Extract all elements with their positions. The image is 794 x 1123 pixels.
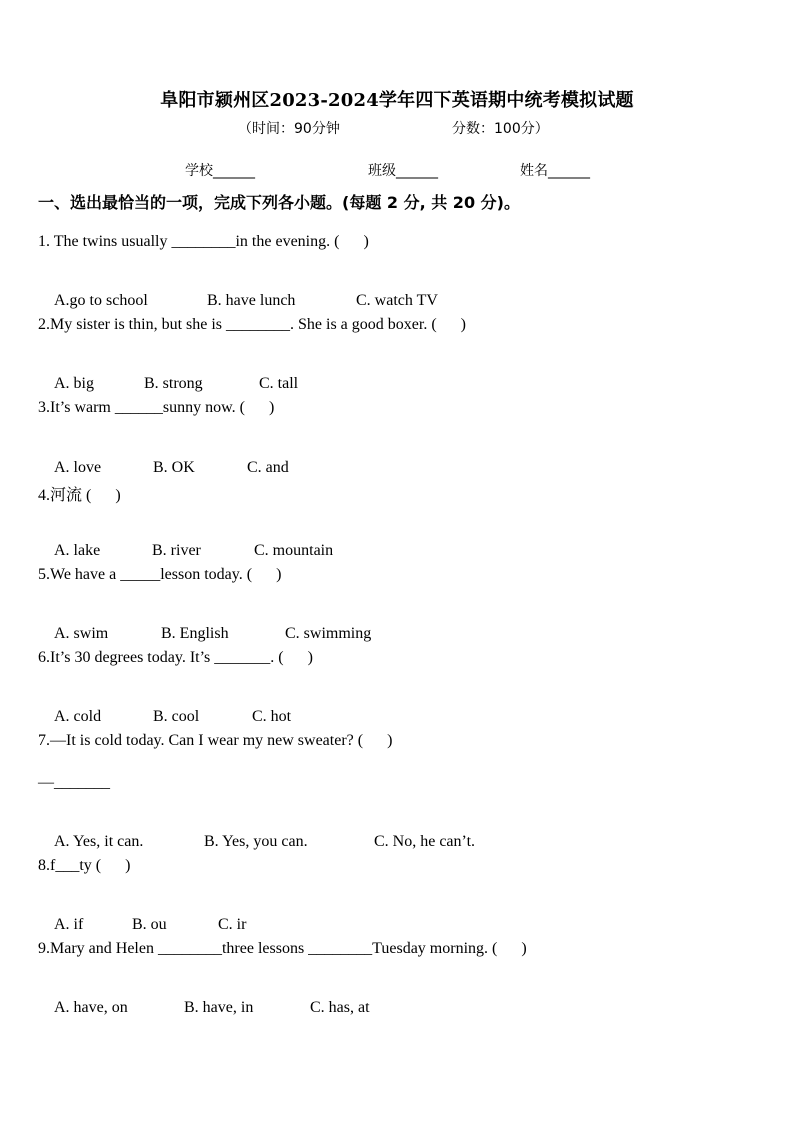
option-c: C. mountain xyxy=(254,542,334,559)
section-heading: 一、选出最恰当的一项，完成下列各小题。(每题 2 分, 共 20 分)。 xyxy=(38,193,520,212)
exam-title: 阜阳市颍州区2023-2024学年四下英语期中统考模拟试题 xyxy=(160,90,634,111)
option-b: B. have lunch xyxy=(207,292,296,309)
name-field: 姓名______ xyxy=(520,163,590,179)
question-6: 6.It’s 30 degrees today. It’s _______. ( ) xyxy=(38,649,313,666)
question-5: 5.We have a _____lesson today. ( ) xyxy=(38,566,282,583)
option-b: B. ou xyxy=(132,916,167,933)
option-c: C. ir xyxy=(218,916,247,933)
option-b: B. river xyxy=(152,542,201,559)
question-7: 7.—It is cold today. Can I wear my new sweater? ( ) xyxy=(38,732,393,749)
option-a: A.go to school xyxy=(54,292,148,309)
question-9: 9.Mary and Helen ________three lessons ________Tuesday morning. ( ) xyxy=(38,940,527,957)
option-c: C. swimming xyxy=(285,625,372,642)
question-1: 1. The twins usually ________in the evening. ( ) xyxy=(38,233,369,250)
school-field: 学校______ xyxy=(185,163,255,179)
option-c: C. No, he can’t. xyxy=(374,833,476,850)
option-b: B. OK xyxy=(153,459,195,476)
option-a: A. if xyxy=(54,916,84,933)
question-3: 3.It’s warm ______sunny now. ( ) xyxy=(38,399,275,416)
option-b: B. Yes, you can. xyxy=(204,833,308,850)
option-c: C. hot xyxy=(252,708,292,725)
exam-score: 分数：100分） xyxy=(452,121,549,137)
class-field: 班级______ xyxy=(368,163,438,179)
question-7-answer-line: —_______ xyxy=(38,774,110,791)
option-a: A. cold xyxy=(54,708,102,725)
option-b: B. have, in xyxy=(184,999,254,1016)
option-c: C. has, at xyxy=(310,999,370,1016)
question-4: 4.河流 ( ) xyxy=(38,487,121,504)
option-a: A. big xyxy=(54,375,94,392)
option-c: C. watch TV xyxy=(356,292,438,309)
question-9-options xyxy=(38,981,370,1035)
option-a: A. Yes, it can. xyxy=(54,833,144,850)
option-a: A. lake xyxy=(54,542,101,559)
option-b: B. cool xyxy=(153,708,200,725)
exam-time: （时间：90分钟 xyxy=(238,121,340,137)
option-b: B. strong xyxy=(144,375,203,392)
option-a: A. have, on xyxy=(54,999,128,1016)
option-b: B. English xyxy=(161,625,229,642)
question-8: 8.f___ty ( ) xyxy=(38,857,131,874)
option-a: A. love xyxy=(54,459,102,476)
option-c: C. tall xyxy=(259,375,299,392)
question-2: 2.My sister is thin, but she is ________. She is a good boxer. ( ) xyxy=(38,316,466,333)
option-a: A. swim xyxy=(54,625,109,642)
option-c: C. and xyxy=(247,459,289,476)
